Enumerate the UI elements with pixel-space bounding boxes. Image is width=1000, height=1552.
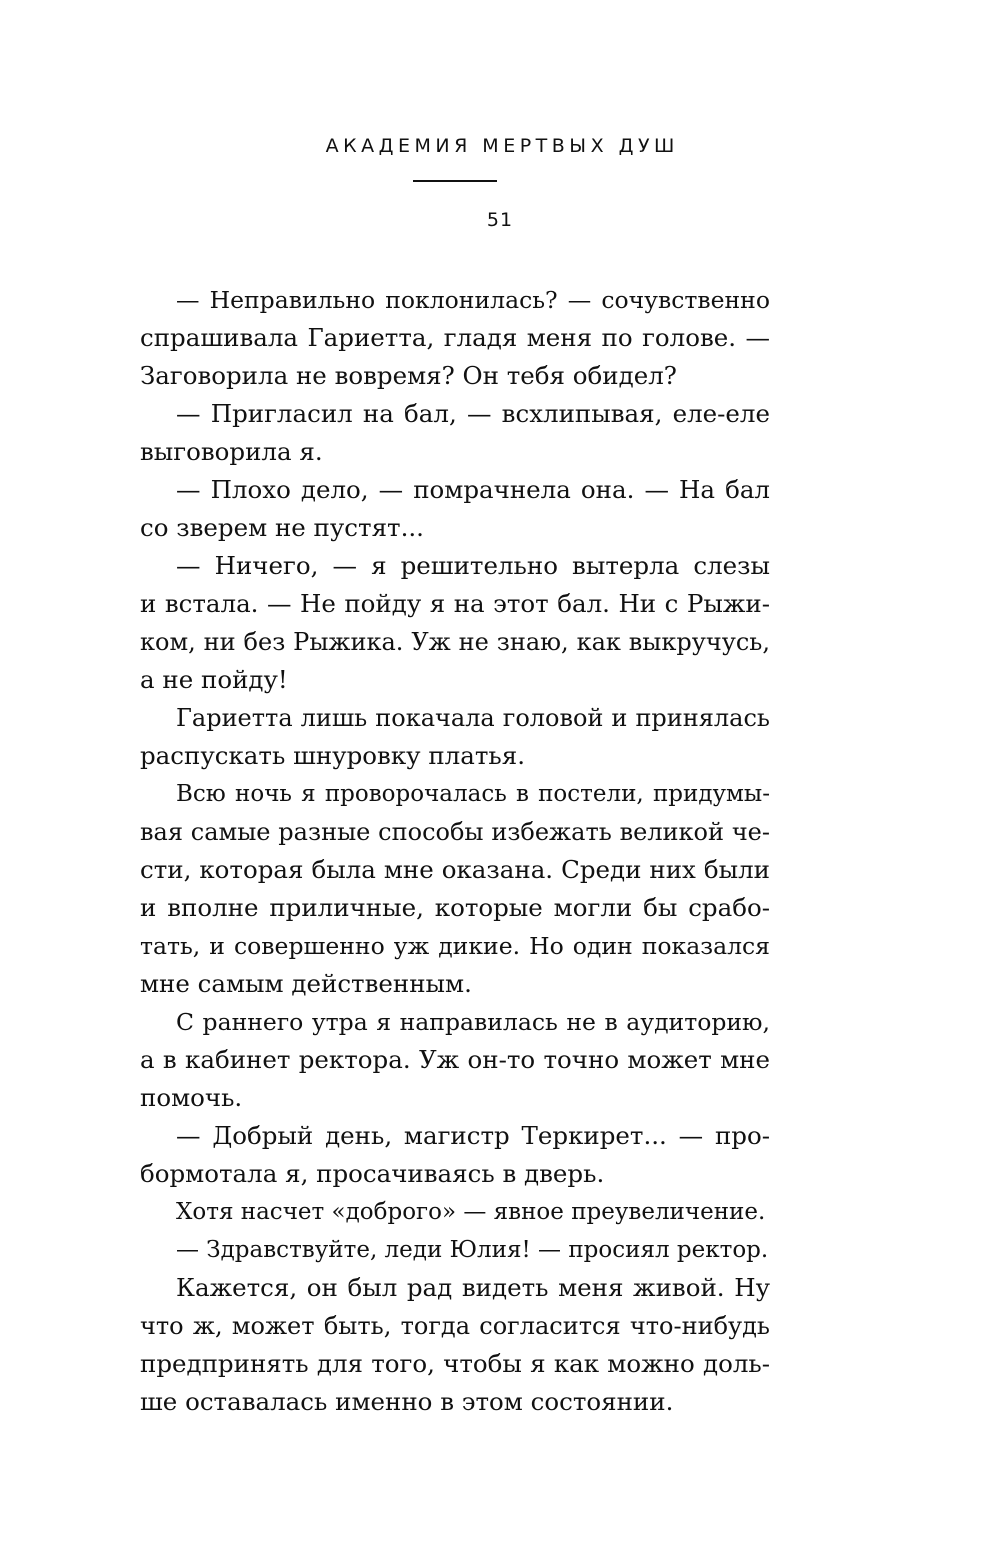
text-line: предпринять для того, чтобы я как можно доль- bbox=[140, 1349, 770, 1378]
text-line: что ж, может быть, тогда согласится что-нибудь bbox=[140, 1312, 770, 1340]
text-line: Хотя насчет «доброго» — явное преувеличение. bbox=[176, 1199, 766, 1225]
text-line: бормотала я, просачиваясь в дверь. bbox=[140, 1159, 605, 1188]
text-line: Заговорила не вовремя? Он тебя обидел? bbox=[140, 361, 677, 390]
text-line: мне самым действенным. bbox=[140, 969, 472, 998]
header-divider bbox=[413, 180, 497, 182]
text-line: распускать шнуровку платья. bbox=[140, 741, 525, 770]
text-line: а не пойду! bbox=[140, 665, 288, 694]
text-line: выговорила я. bbox=[140, 437, 323, 466]
text-line: — Ничего, — я решительно вытерла слезы bbox=[176, 551, 770, 580]
text-line: спрашивала Гариетта, гладя меня по голове. — bbox=[140, 323, 770, 352]
text-line: ше оставалась именно в этом состоянии. bbox=[140, 1387, 674, 1416]
text-line: тать, и совершенно уж дикие. Но один показался bbox=[140, 932, 770, 960]
body-text bbox=[140, 281, 770, 1421]
text-line: — Пригласил на бал, — всхлипывая, еле-еле bbox=[176, 399, 770, 428]
text-line: Кажется, он был рад видеть меня живой. Ну bbox=[176, 1273, 770, 1302]
text-line: Гариетта лишь покачала головой и принялась bbox=[176, 704, 770, 732]
text-line: — Неправильно поклонилась? — сочувственно bbox=[176, 286, 770, 314]
text-line: со зверем не пустят... bbox=[140, 513, 424, 542]
text-line: Всю ночь я проворочалась в постели, придумы- bbox=[176, 781, 770, 807]
text-line: — Плохо дело, — помрачнела она. — На бал bbox=[176, 475, 770, 504]
text-line: и встала. — Не пойду я на этот бал. Ни с Рыжи- bbox=[140, 589, 770, 618]
text-line: и вполне приличные, которые могли бы срабо- bbox=[140, 893, 770, 922]
page-number: 51 bbox=[486, 209, 514, 231]
text-line: ком, ни без Рыжика. Уж не знаю, как выкручусь, bbox=[140, 628, 770, 656]
text-line: а в кабинет ректора. Уж он-то точно может мне bbox=[140, 1045, 770, 1074]
text-line: сти, которая была мне оказана. Среди них были bbox=[140, 855, 770, 884]
text-line: — Здравствуйте, леди Юлия! — просиял ректор. bbox=[176, 1237, 769, 1263]
running-head: АКАДЕМИЯ МЕРТВЫХ ДУШ bbox=[325, 135, 679, 157]
text-line: С раннего утра я направилась не в аудиторию, bbox=[176, 1008, 770, 1036]
text-line: — Добрый день, магистр Теркирет... — про- bbox=[176, 1121, 770, 1150]
text-line: вая самые разные способы избежать великой че- bbox=[140, 818, 770, 846]
text-line: помочь. bbox=[140, 1083, 243, 1112]
